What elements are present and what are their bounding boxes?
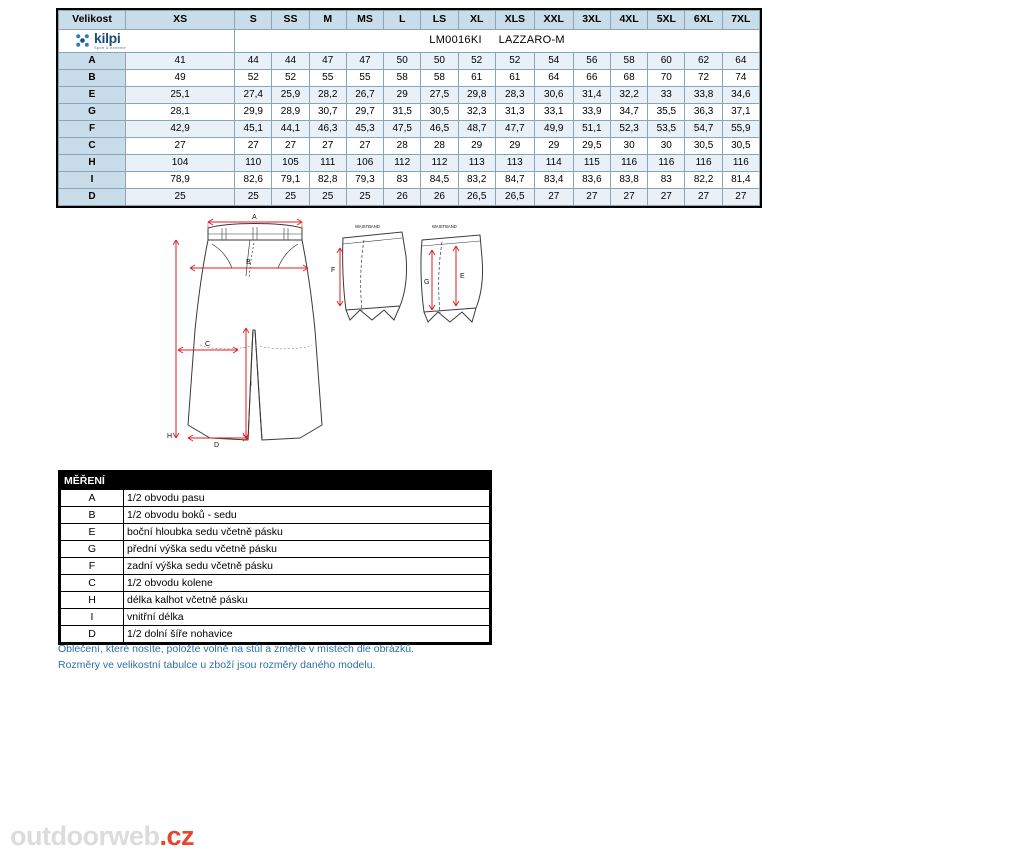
cell: 78,9 bbox=[126, 172, 235, 189]
cell: 30,6 bbox=[534, 87, 573, 104]
cell: 29 bbox=[384, 87, 421, 104]
cell: 52 bbox=[235, 70, 272, 87]
cell: 46,3 bbox=[309, 121, 346, 138]
legend-code: C bbox=[61, 575, 124, 592]
cell: 84,7 bbox=[495, 172, 534, 189]
cell: 52 bbox=[495, 53, 534, 70]
cell: 29 bbox=[534, 138, 573, 155]
cell: 26,5 bbox=[458, 189, 495, 206]
row-code: F bbox=[59, 121, 126, 138]
cell: 33,8 bbox=[685, 87, 722, 104]
size-table-header bbox=[59, 11, 760, 30]
cell: 27 bbox=[722, 189, 759, 206]
cell: 33 bbox=[648, 87, 685, 104]
legend-text: přední výška sedu včetně pásku bbox=[124, 541, 490, 558]
cell: 31,4 bbox=[573, 87, 610, 104]
cell: 28 bbox=[384, 138, 421, 155]
legend-row bbox=[61, 609, 490, 626]
cell: 50 bbox=[421, 53, 458, 70]
cell: 27 bbox=[534, 189, 573, 206]
cell: 29 bbox=[495, 138, 534, 155]
cell: 53,5 bbox=[648, 121, 685, 138]
row-code: I bbox=[59, 172, 126, 189]
row-code: E bbox=[59, 87, 126, 104]
col-head-13: 5XL bbox=[648, 11, 685, 30]
legend-table bbox=[60, 472, 490, 643]
legend-code: A bbox=[61, 490, 124, 507]
brand-tagline: Sport & extreme bbox=[94, 45, 126, 50]
cell: 106 bbox=[346, 155, 383, 172]
cell: 25 bbox=[126, 189, 235, 206]
cell: 74 bbox=[722, 70, 759, 87]
legend-code: B bbox=[61, 507, 124, 524]
cell: 61 bbox=[458, 70, 495, 87]
waistband-label-1: WAISTBAND bbox=[355, 224, 380, 229]
cell: 31,5 bbox=[384, 104, 421, 121]
cell: 32,2 bbox=[610, 87, 647, 104]
col-head-12: 4XL bbox=[610, 11, 647, 30]
table-row bbox=[59, 138, 760, 155]
cell: 26 bbox=[421, 189, 458, 206]
cell: 25 bbox=[235, 189, 272, 206]
dim-label-D: D bbox=[214, 442, 220, 449]
cell: 83,2 bbox=[458, 172, 495, 189]
cell: 79,3 bbox=[346, 172, 383, 189]
cell: 27 bbox=[126, 138, 235, 155]
cell: 58 bbox=[384, 70, 421, 87]
cell: 50 bbox=[384, 53, 421, 70]
cell: 32,3 bbox=[458, 104, 495, 121]
table-row bbox=[59, 172, 760, 189]
measurement-notes bbox=[58, 641, 414, 673]
cell: 27 bbox=[573, 189, 610, 206]
product-model: LAZZARO-M bbox=[498, 34, 565, 46]
cell: 26,7 bbox=[346, 87, 383, 104]
cell: 52,3 bbox=[610, 121, 647, 138]
cell: 26 bbox=[384, 189, 421, 206]
kilpi-flower-icon bbox=[75, 33, 90, 48]
cell: 25,1 bbox=[126, 87, 235, 104]
brand-logo bbox=[59, 30, 235, 53]
cell: 47,7 bbox=[495, 121, 534, 138]
cell: 113 bbox=[458, 155, 495, 172]
product-code: LM0016KI bbox=[429, 34, 482, 46]
cell: 115 bbox=[573, 155, 610, 172]
legend-title-row bbox=[61, 473, 490, 490]
legend-row bbox=[61, 541, 490, 558]
legend-text: 1/2 dolní šíře nohavice bbox=[124, 626, 490, 643]
cell: 55,9 bbox=[722, 121, 759, 138]
cell: 55 bbox=[346, 70, 383, 87]
col-head-4: M bbox=[309, 11, 346, 30]
cell: 30,5 bbox=[421, 104, 458, 121]
legend-code: E bbox=[61, 524, 124, 541]
cell: 47,5 bbox=[384, 121, 421, 138]
note-line-2: Rozměry ve velikostní tabulce u zboží jsou rozměry daného modelu. bbox=[58, 659, 376, 671]
cell: 29,9 bbox=[235, 104, 272, 121]
cell: 48,7 bbox=[458, 121, 495, 138]
col-head-9: XLS bbox=[495, 11, 534, 30]
cell: 83,6 bbox=[573, 172, 610, 189]
cell: 52 bbox=[272, 70, 309, 87]
cell: 34,7 bbox=[610, 104, 647, 121]
dim-label-E: E bbox=[460, 273, 465, 280]
row-code: D bbox=[59, 189, 126, 206]
cell: 27 bbox=[235, 138, 272, 155]
cell: 56 bbox=[573, 53, 610, 70]
cell: 27 bbox=[648, 189, 685, 206]
col-head-1: XS bbox=[126, 11, 235, 30]
legend-code: H bbox=[61, 592, 124, 609]
dim-label-H: H bbox=[167, 433, 173, 440]
brand-name: kilpi bbox=[94, 30, 121, 46]
cell: 26,5 bbox=[495, 189, 534, 206]
legend-row bbox=[61, 626, 490, 643]
cell: 72 bbox=[685, 70, 722, 87]
legend-row bbox=[61, 524, 490, 541]
table-row bbox=[59, 121, 760, 138]
col-head-2: S bbox=[235, 11, 272, 30]
row-code: C bbox=[59, 138, 126, 155]
col-head-15: 7XL bbox=[722, 11, 759, 30]
legend-row bbox=[61, 575, 490, 592]
cell: 116 bbox=[610, 155, 647, 172]
cell: 33,9 bbox=[573, 104, 610, 121]
table-row bbox=[59, 70, 760, 87]
waistband-label-2: WAISTBAND bbox=[432, 224, 457, 229]
cell: 60 bbox=[648, 53, 685, 70]
cell: 79,1 bbox=[272, 172, 309, 189]
table-row bbox=[59, 189, 760, 206]
cell: 116 bbox=[685, 155, 722, 172]
cell: 28,9 bbox=[272, 104, 309, 121]
row-code: H bbox=[59, 155, 126, 172]
legend-text: zadní výška sedu včetně pásku bbox=[124, 558, 490, 575]
col-head-11: 3XL bbox=[573, 11, 610, 30]
col-head-0: Velikost bbox=[59, 11, 126, 30]
measurement-legend bbox=[58, 470, 492, 645]
cell: 113 bbox=[495, 155, 534, 172]
legend-code: D bbox=[61, 626, 124, 643]
cell: 27 bbox=[610, 189, 647, 206]
legend-row bbox=[61, 592, 490, 609]
cell: 34,6 bbox=[722, 87, 759, 104]
legend-code: G bbox=[61, 541, 124, 558]
table-row bbox=[59, 155, 760, 172]
row-code: B bbox=[59, 70, 126, 87]
cell: 54 bbox=[534, 53, 573, 70]
cell: 62 bbox=[685, 53, 722, 70]
cell: 58 bbox=[610, 53, 647, 70]
cell: 29,8 bbox=[458, 87, 495, 104]
cell: 30 bbox=[648, 138, 685, 155]
dim-label-F: F bbox=[331, 267, 336, 274]
legend-text: boční hloubka sedu včetně pásku bbox=[124, 524, 490, 541]
cell: 25 bbox=[346, 189, 383, 206]
cell: 54,7 bbox=[685, 121, 722, 138]
cell: 46,5 bbox=[421, 121, 458, 138]
cell: 82,2 bbox=[685, 172, 722, 189]
dim-label-I: I bbox=[250, 381, 252, 388]
cell: 30,7 bbox=[309, 104, 346, 121]
table-row bbox=[59, 87, 760, 104]
cell: 58 bbox=[421, 70, 458, 87]
cell: 27,5 bbox=[421, 87, 458, 104]
cell: 64 bbox=[722, 53, 759, 70]
cell: 81,4 bbox=[722, 172, 759, 189]
dim-label-A: A bbox=[252, 214, 257, 221]
cell: 82,8 bbox=[309, 172, 346, 189]
legend-text: 1/2 obvodu kolene bbox=[124, 575, 490, 592]
cell: 30 bbox=[610, 138, 647, 155]
dim-label-B: B bbox=[246, 259, 251, 266]
legend-text: délka kalhot včetně pásku bbox=[124, 592, 490, 609]
legend-code: F bbox=[61, 558, 124, 575]
cell: 27,4 bbox=[235, 87, 272, 104]
cell: 29,5 bbox=[573, 138, 610, 155]
cell: 28,3 bbox=[495, 87, 534, 104]
cell: 44,1 bbox=[272, 121, 309, 138]
cell: 45,1 bbox=[235, 121, 272, 138]
cell: 25 bbox=[272, 189, 309, 206]
cell: 83,8 bbox=[610, 172, 647, 189]
cell: 27 bbox=[309, 138, 346, 155]
watermark-suffix: .cz bbox=[159, 821, 195, 851]
cell: 27 bbox=[346, 138, 383, 155]
cell: 28 bbox=[421, 138, 458, 155]
cell: 55 bbox=[309, 70, 346, 87]
cell: 112 bbox=[384, 155, 421, 172]
legend-row bbox=[61, 490, 490, 507]
cell: 29,7 bbox=[346, 104, 383, 121]
col-head-5: MS bbox=[346, 11, 383, 30]
size-table-body bbox=[59, 53, 760, 206]
size-chart-table bbox=[56, 8, 762, 208]
cell: 44 bbox=[272, 53, 309, 70]
legend-title: MĚŘENÍ bbox=[61, 473, 490, 490]
cell: 66 bbox=[573, 70, 610, 87]
cell: 114 bbox=[534, 155, 573, 172]
cell: 37,1 bbox=[722, 104, 759, 121]
cell: 83 bbox=[384, 172, 421, 189]
cell: 105 bbox=[272, 155, 309, 172]
col-head-3: SS bbox=[272, 11, 309, 30]
cell: 36,3 bbox=[685, 104, 722, 121]
dim-label-C: C bbox=[205, 341, 211, 348]
cell: 49 bbox=[126, 70, 235, 87]
note-line-1: Oblečení, které nosíte, položte volně na stůl a změřte v místech dle obrázků. bbox=[58, 643, 415, 655]
cell: 51,1 bbox=[573, 121, 610, 138]
cell: 116 bbox=[722, 155, 759, 172]
cell: 27 bbox=[685, 189, 722, 206]
header-row bbox=[59, 11, 760, 30]
cell: 33,1 bbox=[534, 104, 573, 121]
cell: 47 bbox=[346, 53, 383, 70]
cell: 41 bbox=[126, 53, 235, 70]
size-table bbox=[58, 10, 760, 206]
table-row bbox=[59, 53, 760, 70]
technical-drawing bbox=[150, 210, 570, 460]
legend-text: 1/2 obvodu pasu bbox=[124, 490, 490, 507]
table-brand-row bbox=[59, 30, 760, 53]
legend-row bbox=[61, 558, 490, 575]
legend-text: vnitřní délka bbox=[124, 609, 490, 626]
cell: 49,9 bbox=[534, 121, 573, 138]
cell: 45,3 bbox=[346, 121, 383, 138]
cell: 35,5 bbox=[648, 104, 685, 121]
cell: 25 bbox=[309, 189, 346, 206]
cell: 52 bbox=[458, 53, 495, 70]
row-code: A bbox=[59, 53, 126, 70]
cell: 28,1 bbox=[126, 104, 235, 121]
col-head-7: LS bbox=[421, 11, 458, 30]
legend-code: I bbox=[61, 609, 124, 626]
cell: 47 bbox=[309, 53, 346, 70]
cell: 82,6 bbox=[235, 172, 272, 189]
cell: 42,9 bbox=[126, 121, 235, 138]
cell: 68 bbox=[610, 70, 647, 87]
cell: 29 bbox=[458, 138, 495, 155]
col-head-8: XL bbox=[458, 11, 495, 30]
cell: 116 bbox=[648, 155, 685, 172]
cell: 111 bbox=[309, 155, 346, 172]
cell: 61 bbox=[495, 70, 534, 87]
legend-text: 1/2 obvodu boků - sedu bbox=[124, 507, 490, 524]
cell: 31,3 bbox=[495, 104, 534, 121]
watermark-text: outdoorweb bbox=[10, 821, 160, 851]
dim-label-G: G bbox=[424, 279, 430, 286]
col-head-6: L bbox=[384, 11, 421, 30]
cell: 104 bbox=[126, 155, 235, 172]
cell: 30,5 bbox=[722, 138, 759, 155]
cell: 83 bbox=[648, 172, 685, 189]
col-head-14: 6XL bbox=[685, 11, 722, 30]
cell: 112 bbox=[421, 155, 458, 172]
cell: 70 bbox=[648, 70, 685, 87]
cell: 25,9 bbox=[272, 87, 309, 104]
cell: 27 bbox=[272, 138, 309, 155]
cell: 64 bbox=[534, 70, 573, 87]
cell: 28,2 bbox=[309, 87, 346, 104]
cell: 84,5 bbox=[421, 172, 458, 189]
col-head-10: XXL bbox=[534, 11, 573, 30]
table-row bbox=[59, 104, 760, 121]
cell: 30,5 bbox=[685, 138, 722, 155]
cell: 83,4 bbox=[534, 172, 573, 189]
model-header bbox=[235, 30, 760, 53]
site-watermark bbox=[10, 821, 194, 852]
cell: 110 bbox=[235, 155, 272, 172]
legend-row bbox=[61, 507, 490, 524]
row-code: G bbox=[59, 104, 126, 121]
cell: 44 bbox=[235, 53, 272, 70]
